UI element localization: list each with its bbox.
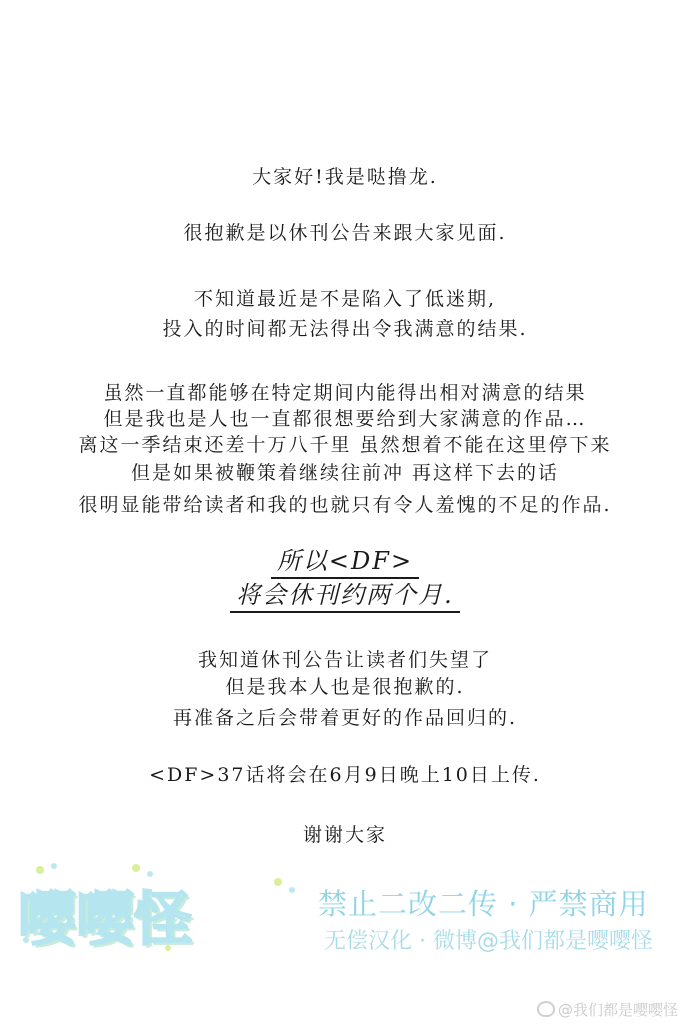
paragraph-line: 很明显能带给读者和我的也就只有令人羞愧的不足的作品.: [78, 494, 612, 516]
weibo-icon: [537, 1001, 555, 1017]
emphasis-line: 将会休刊约两个月.: [0, 575, 690, 613]
watermark-notice: 禁止二改二传 · 严禁商用: [318, 887, 649, 921]
paragraph-line: 我知道休刊公告让读者们失望了: [197, 649, 492, 671]
paragraph-line: 投入的时间都无法得出令我满意的结果.: [162, 318, 528, 340]
brand-logo: 嘤嘤怪: [18, 885, 193, 953]
greeting-line: 大家好!我是哒撸龙.: [252, 166, 438, 188]
weibo-handle: @我们都是嘤嘤怪: [557, 1001, 678, 1019]
watermark-credit: 无偿汉化 · 微博@我们都是嘤嘤怪: [324, 929, 653, 954]
emphasis-line: 所以<DF>: [0, 541, 690, 579]
thanks-line: 谢谢大家: [302, 824, 387, 846]
translator-watermark: [18, 860, 678, 960]
weibo-watermark: [537, 999, 678, 1020]
apology-line: 很抱歉是以休刊公告来跟大家见面.: [183, 222, 507, 244]
paragraph-line: 但是我本人也是很抱歉的.: [225, 676, 465, 698]
paragraph-line: 但是如果被鞭策着继续往前冲 再这样下去的话: [130, 462, 560, 484]
paragraph-line: 但是我也是人也一直都很想要给到大家满意的作品…: [103, 408, 587, 430]
schedule-line: <DF>37话将会在6月9日晚上10日上传.: [149, 764, 541, 786]
paragraph-line: 再准备之后会带着更好的作品回归的.: [172, 707, 518, 729]
paragraph-line: 离这一季结束还差十万八千里 虽然想着不能在这里停下来: [78, 434, 612, 456]
paragraph-line: 虽然一直都能够在特定期间内能得出相对满意的结果: [103, 382, 587, 404]
paragraph-line: 不知道最近是不是陷入了低迷期,: [193, 288, 497, 310]
